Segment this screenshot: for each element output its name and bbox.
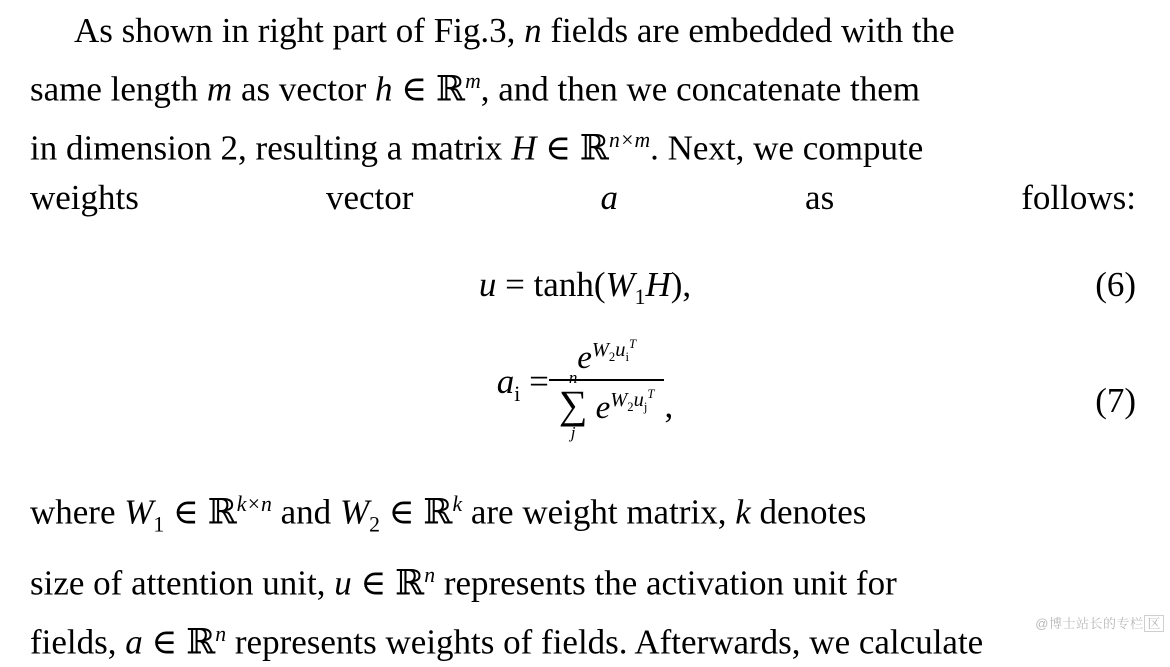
eq7-sum-symbol [558,368,588,443]
equation-6-number: (6) [1095,265,1136,305]
equation-7-body [0,337,1170,443]
p2-l2-segment-b: represents the activation unit for [435,563,897,603]
p2-l1-segment-a: where [30,492,125,532]
p2-W1: W [124,492,154,532]
eq6-equals: = [496,265,534,305]
eq7-num-exponent [591,337,637,365]
eq7-sigma: ∑ [558,382,588,428]
eq7-num-u: u [615,339,626,362]
line-2-segment-a: same length [30,69,207,109]
line-1-segment-b: fields are embedded with the [541,11,955,50]
paragraph-2-line-1 [30,479,1136,550]
p2-element-of-4: ∈ [142,622,187,662]
line-1-segment-a: As shown in right part of Fig.3, [74,11,525,50]
p2-l3-segment-b: represents weights of fields. Afterwards, we calculate [226,622,984,662]
line-2-segment-b: as vector [232,69,376,109]
p2-superscript-k: k [452,492,463,517]
paragraph-2-line-3 [30,609,1136,667]
eq7-den-e: e [595,390,611,427]
p2-symbol-u: u [334,563,352,603]
equation-7-number: (7) [1095,381,1136,421]
p2-element-of-2: ∈ [379,492,424,532]
eq7-lhs-a-subscript: i [514,381,521,406]
p2-superscript-kxn: k×n [236,492,272,517]
paragraph-1 [0,0,1170,223]
p2-l1-segment-b: are weight matrix, [462,492,736,532]
p2-element-of-1: ∈ [164,492,208,532]
eq7-den-W-subscript: 2 [627,400,634,415]
watermark [1035,613,1164,632]
line-4-segment-a: weights vector [30,178,601,218]
watermark-text: @博士站长的专栏 [1035,616,1144,631]
symbol-H: H [511,128,537,168]
eq7-lhs-a: a [496,361,515,401]
eq7-num-W: W [591,339,609,362]
eq7-numerator [549,337,665,379]
p2-and: and [271,492,340,532]
equation-6 [0,259,1170,317]
symbol-a: a [600,178,618,218]
eq7-den-u-subscript: j [643,400,648,415]
paragraph-1-line-2 [30,56,1136,115]
line-2-segment-c: , and then we concatenate them [480,69,920,109]
line-3-segment-a: in dimension 2, resulting a matrix [30,128,512,168]
symbol-h: h [375,69,393,109]
superscript-nxm: n×m [608,127,651,152]
eq6-tanh: tanh( [533,265,606,305]
line-2-text [30,56,920,115]
p2-W2: W [339,492,370,532]
eq6-W-subscript: 1 [634,285,646,310]
eq7-num-u-superscript: T [628,337,637,352]
paragraph-1-line-4 [30,173,1136,223]
p2-W1-subscript: 1 [153,512,165,537]
p2-l1-segment-c: denotes [750,492,867,532]
line-1-text [30,6,955,56]
eq7-denominator [549,368,665,443]
symbol-n: n [524,11,542,50]
paragraph-2-line-2 [30,550,1136,609]
p2-line-1-text [30,479,866,550]
symbol-m: m [206,69,233,109]
eq7-den-u: u [633,389,644,412]
p2-real-set-1: ℝ [207,492,237,533]
real-set-symbol-1: ℝ [435,69,466,110]
p2-element-of-3: ∈ [351,563,396,603]
equation-6-body [0,265,1170,310]
eq7-equals: = [520,361,549,401]
eq7-num-e: e [577,340,592,377]
real-set-symbol-2: ℝ [579,128,609,169]
p2-real-set-2: ℝ [423,492,453,533]
eq7-den-u-superscript: T [647,387,655,402]
p2-superscript-n-2: n [215,621,227,646]
eq7-den-W: W [610,389,628,412]
element-of-2: ∈ [536,128,580,168]
p2-symbol-k: k [735,492,751,532]
p2-line-2-text [30,550,897,609]
eq6-lhs-u: u [478,265,497,305]
eq7-den-exponent [610,387,655,415]
eq6-H: H [645,265,671,305]
line-4-segment-b: as follows: [617,178,1136,218]
line-3-segment-b: . Next, we compute [650,128,924,168]
eq7-num-W-subscript: 2 [608,350,616,365]
eq7-fraction [549,337,665,443]
eq6-close-paren: ), [670,265,692,305]
equation-7 [0,339,1170,479]
eq7-sum-lower: j [570,423,576,443]
paragraph-1-line-3 [30,115,1136,174]
superscript-m: m [465,69,481,93]
eq7-sum-upper: n [568,368,578,388]
paragraph-1-line-1 [30,6,1136,56]
p2-real-set-3: ℝ [395,563,425,604]
p2-symbol-a: a [125,622,143,662]
p2-real-set-4: ℝ [186,622,216,663]
paragraph-2 [0,479,1170,667]
p2-line-3-text [30,609,983,667]
eq7-comma: , [664,386,674,426]
eq7-lhs [497,362,549,407]
p2-W2-subscript: 2 [369,512,380,537]
p2-superscript-n-1: n [424,562,436,587]
eq7-num-u-subscript: i [625,350,629,365]
p2-l2-segment-a: size of attention unit, [30,563,335,603]
p2-l3-segment-a: fields, [30,622,126,662]
watermark-box: 区 [1144,615,1164,632]
line-3-text [30,115,923,174]
eq6-W: W [605,265,635,305]
element-of-1: ∈ [392,69,436,109]
